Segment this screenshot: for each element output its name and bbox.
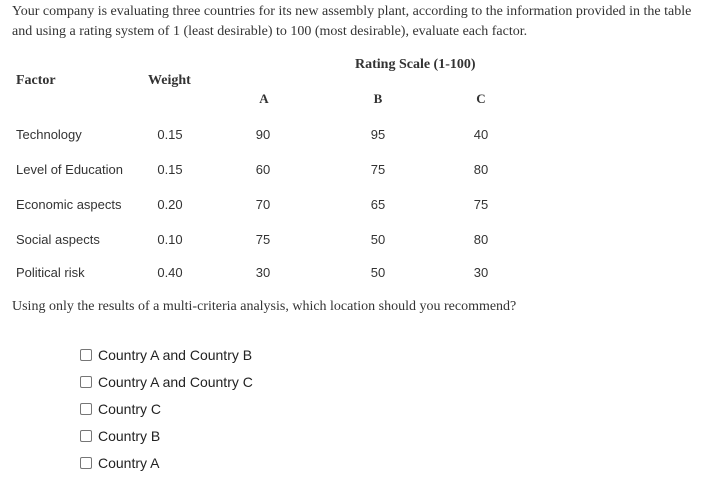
rating-c-value: 30 [473, 265, 489, 280]
rating-a-value: 30 [255, 265, 271, 280]
column-c-header: C [476, 91, 486, 106]
rating-b-value: 50 [370, 265, 386, 280]
factor-label: Technology [16, 127, 82, 142]
rating-c-value: 40 [473, 127, 489, 142]
rating-b-value: 75 [370, 162, 386, 177]
weight-value: 0.15 [157, 162, 183, 177]
factor-header: Factor [16, 73, 56, 88]
option-label: Country B [98, 427, 161, 444]
rating-a-value: 75 [255, 232, 271, 247]
rating-c-value: 75 [473, 197, 489, 212]
column-b-header: B [373, 91, 383, 106]
rating-b-value: 50 [370, 232, 386, 247]
option-label: Country A and Country B [98, 346, 253, 363]
rating-scale-header: Rating Scale (1-100) [355, 57, 476, 72]
rating-b-value: 65 [370, 197, 386, 212]
option-label: Country A [98, 454, 160, 471]
weight-header: Weight [148, 73, 191, 88]
weight-value: 0.15 [157, 127, 183, 142]
factor-label: Social aspects [16, 232, 100, 247]
weight-value: 0.40 [157, 265, 183, 280]
rating-c-value: 80 [473, 162, 489, 177]
question-text: Using only the results of a multi-criteria analysis, which location should you recommend? [12, 299, 517, 314]
rating-a-value: 90 [255, 127, 271, 142]
rating-a-value: 60 [255, 162, 271, 177]
weight-value: 0.20 [157, 197, 183, 212]
option-country-c[interactable] [80, 395, 253, 422]
option-label: Country A and Country C [98, 373, 253, 390]
rating-a-value: 70 [255, 197, 271, 212]
rating-b-value: 95 [370, 127, 386, 142]
checkbox[interactable] [80, 430, 92, 442]
option-country-a-and-c[interactable] [80, 368, 253, 395]
problem-intro: Your company is evaluating three countries for its new assembly plant, according to the information provided in the table and using a rating system of 1 (least desirable) to 100 (most desirable), evaluate each factor. [12, 4, 692, 39]
answer-options [80, 341, 253, 476]
checkbox[interactable] [80, 403, 92, 415]
rating-c-value: 80 [473, 232, 489, 247]
option-label: Country C [98, 400, 162, 417]
option-country-b[interactable] [80, 422, 253, 449]
option-country-a-and-b[interactable] [80, 341, 253, 368]
checkbox[interactable] [80, 376, 92, 388]
checkbox[interactable] [80, 349, 92, 361]
weight-value: 0.10 [157, 232, 183, 247]
checkbox[interactable] [80, 457, 92, 469]
factor-label: Level of Education [16, 162, 123, 177]
factor-label: Political risk [16, 265, 85, 280]
column-a-header: A [259, 91, 269, 106]
factor-label: Economic aspects [16, 197, 122, 212]
option-country-a[interactable] [80, 449, 253, 476]
